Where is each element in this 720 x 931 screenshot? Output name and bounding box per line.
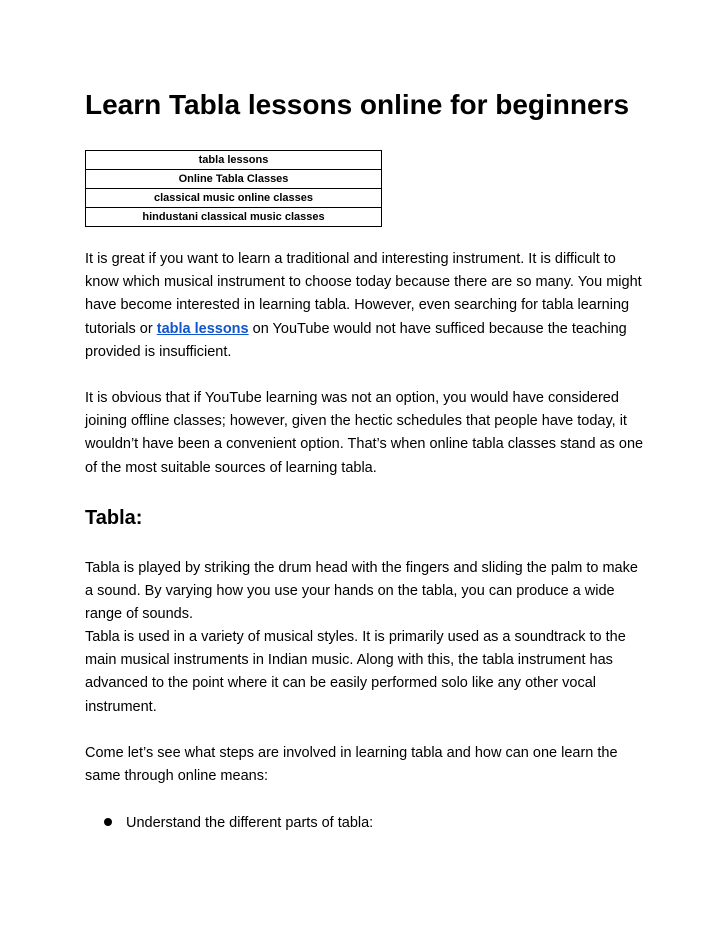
table-row bbox=[86, 208, 382, 227]
keyword-cell: hindustani classical music classes bbox=[86, 208, 382, 227]
intro-paragraph bbox=[85, 248, 645, 364]
tabla-lessons-link[interactable]: tabla lessons bbox=[156, 320, 249, 337]
keyword-cell: tabla lessons bbox=[86, 151, 382, 170]
intro-text-before-link: It is great if you want to learn a traditional and interesting instrument. It is difficult to know which musical instrument to choose today because there are so many. You might have become interested in learning tabla. However, even searching for tabla learning tutorials or bbox=[85, 251, 642, 337]
page-title: Learn Tabla lessons online for beginners bbox=[85, 89, 630, 120]
paragraph-tabla-playing: Tabla is played by striking the drum head with the fingers and sliding the palm to make a sound. By varying how you use your hands on the tabla, you can produce a wide range of sounds. bbox=[85, 560, 638, 623]
keyword-cell: classical music online classes bbox=[86, 189, 382, 208]
table-row bbox=[86, 189, 382, 208]
table-row bbox=[86, 151, 382, 170]
paragraph-offline-classes: It is obvious that if YouTube learning was not an option, you would have considered joining offline classes; however, given the hectic schedules that people have today, it wouldn’t have been a convenient option. That’s when online tabla classes stand as one of the most suitable sources of learning tabla. bbox=[85, 390, 644, 476]
keyword-table bbox=[85, 150, 382, 227]
paragraph-tabla-styles: Tabla is used in a variety of musical styles. It is primarily used as a soundtrack to the main musical instruments in Indian music. Along with this, the tabla instrument has advanced to the point where it can be easily performed solo like any other vocal instrument. bbox=[85, 629, 626, 715]
bullet-icon bbox=[104, 818, 112, 826]
keyword-cell: Online Tabla Classes bbox=[86, 170, 382, 189]
list-item-label: Understand the different parts of tabla: bbox=[126, 815, 374, 831]
intro-text-after-link: on YouTube would not have sufficed because the teaching provided is insufficient. bbox=[85, 320, 627, 360]
list-item bbox=[104, 812, 373, 835]
table-row bbox=[86, 170, 382, 189]
section-heading-tabla: Tabla: bbox=[85, 507, 143, 529]
paragraph-steps-intro: Come let’s see what steps are involved in learning tabla and how can one learn the same through online means: bbox=[85, 745, 618, 785]
